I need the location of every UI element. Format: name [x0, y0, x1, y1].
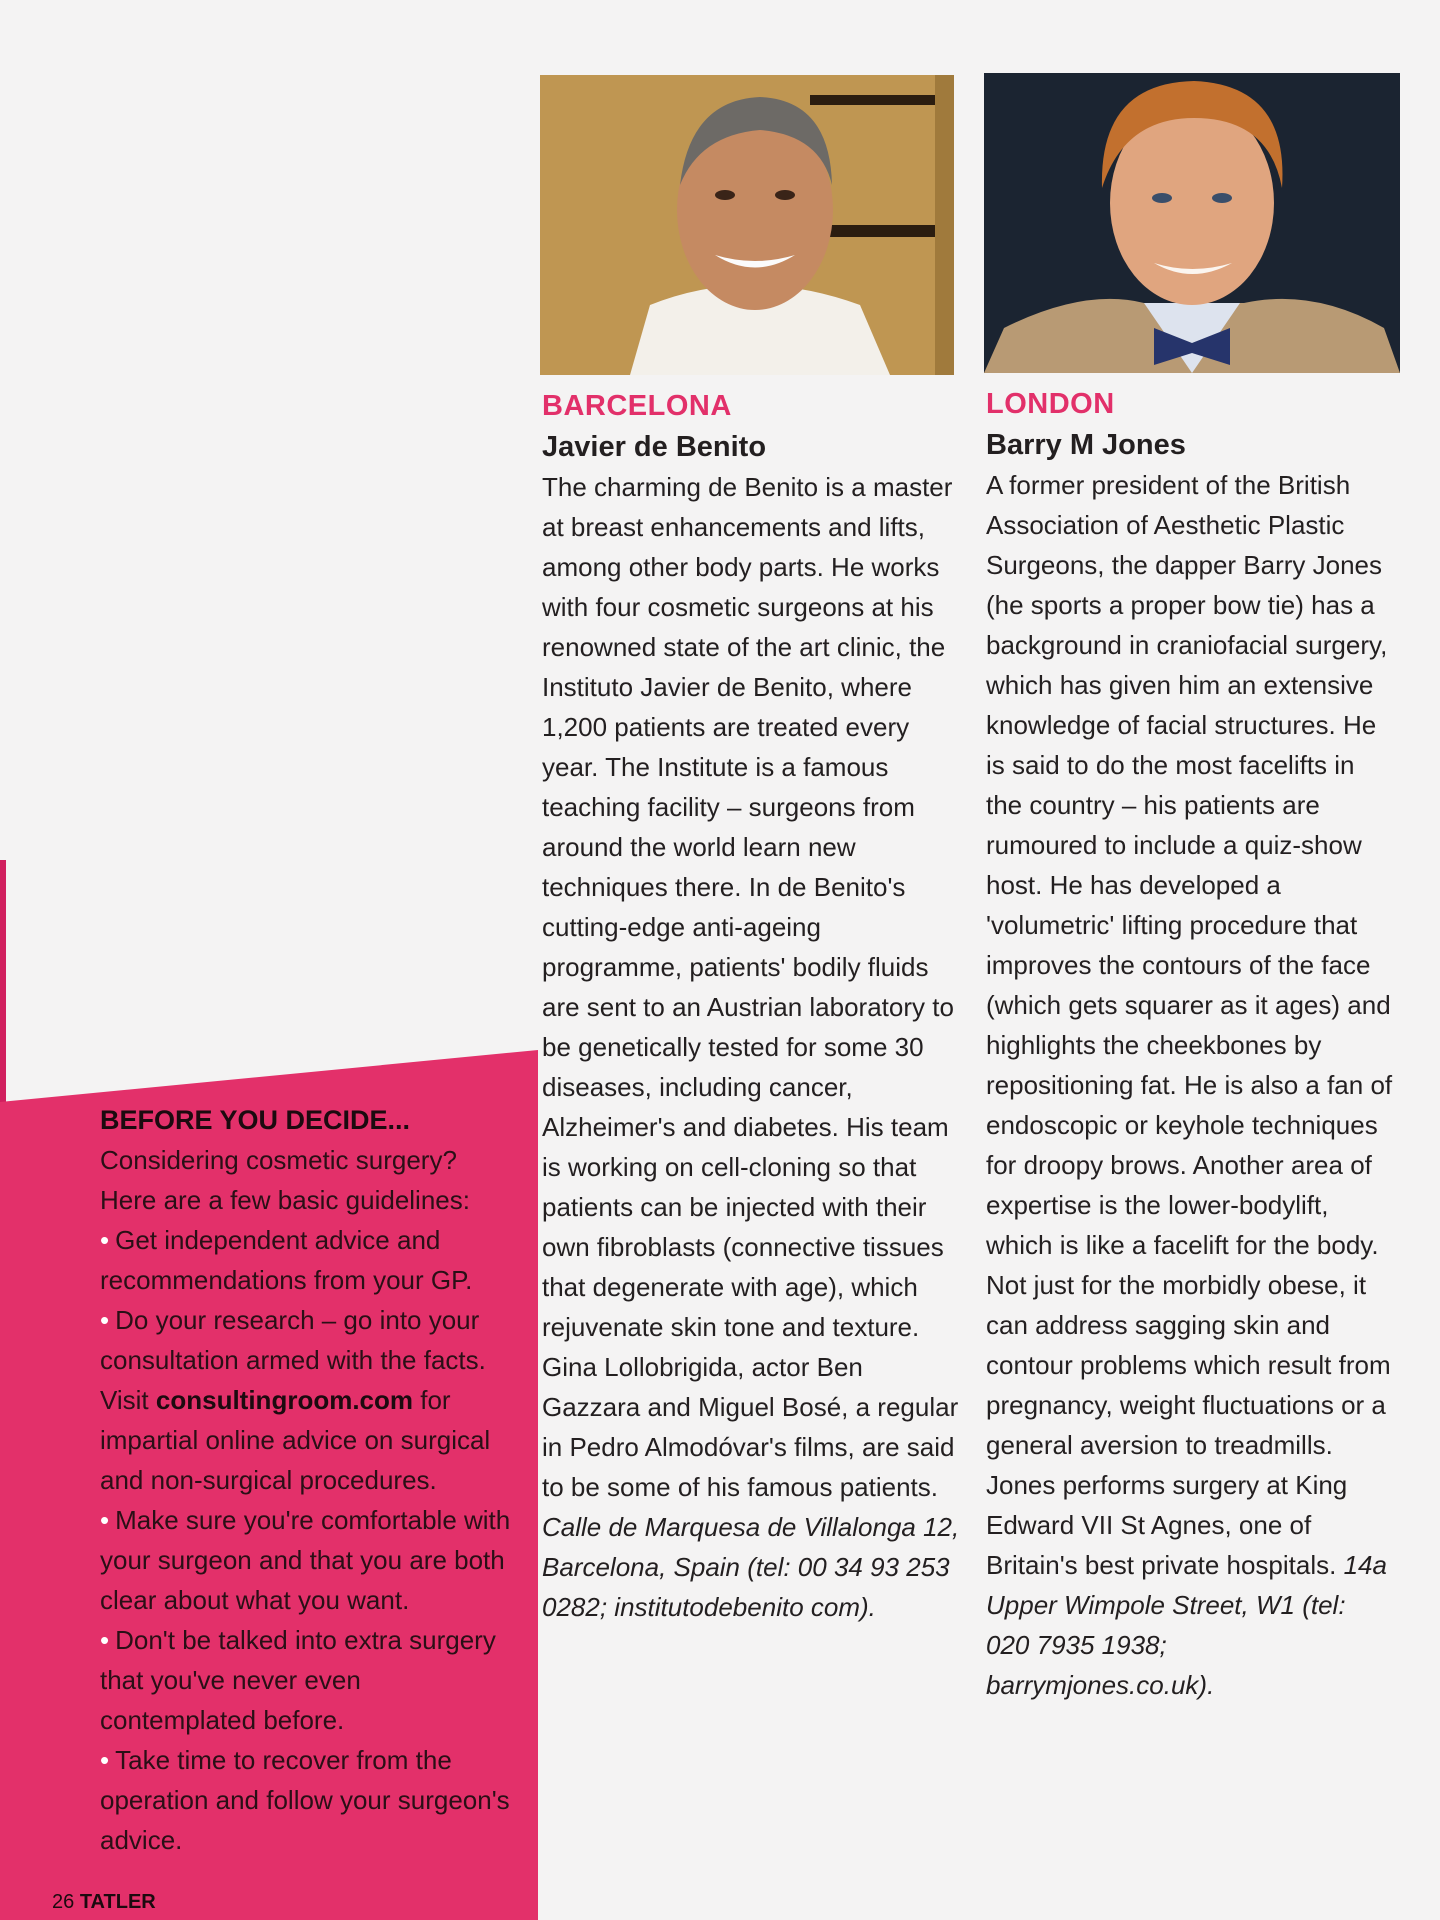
city-heading: LONDON: [986, 388, 1115, 420]
page-folio: [52, 1888, 156, 1916]
profile-text: A former president of the British Association of Aesthetic Plastic Surgeons, the dapper Barry Jones (he sports a proper bow tie) has a background in craniofacial surgery, which has given him an extensive knowledge of facial structures. He is said to do the most facelifts in the country – his patients are rumoured to include a quiz-show host. He has developed a 'volumetric' lifting procedure that improves the contours of the face (which gets squarer as it ages) and highlights the cheekbones by repositioning fat. He is also a fan of endoscopic or keyhole techniques for droopy brows. Another area of expertise is the lower-bodylift, which is like a facelift for the body. Not just for the morbidly obese, it can address sagging skin and contour problems which result from pregnancy, weight fluctuations or a general aversion to treadmills. Jones performs surgery at King Edward VII St Agnes, one of Britain's best private hospitals.: [986, 470, 1393, 1580]
surgeon-name: Javier de Benito: [542, 431, 767, 463]
profile-london: [986, 383, 1396, 1705]
sidebar-heading: BEFORE YOU DECIDE...: [100, 1105, 411, 1135]
sidebar-bullet-3: • Make sure you're comfortable with your surgeon and that you are both clear about what you want.: [100, 1500, 520, 1620]
barry-m-jones-photo: [984, 73, 1400, 373]
sidebar-bullet-1: • Get independent advice and recommendations from your GP.: [100, 1220, 520, 1300]
sidebar-bullet-4: • Don't be talked into extra surgery that you've never even contemplated before.: [100, 1620, 520, 1740]
profile-text: The charming de Benito is a master at breast enhancements and lifts, among other body parts. He works with four cosmetic surgeons at his renowned state of the art clinic, the Instituto Javier de Benito, where 1,200 patients are treated every year. The Institute is a famous teaching facility – surgeons from around the world learn new techniques there. In de Benito's cutting-edge anti-ageing programme, patients' bodily fluids are sent to an Austrian laboratory to be genetically tested for some 30 diseases, including cancer, Alzheimer's and diabetes. His team is working on cell-cloning so that patients can be injected with their own fibroblasts (connective tissues that degenerate with age), which rejuvenate skin tone and texture. Gina Lollobrigida, actor Ben Gazzara and Miguel Bosé, a regular in Pedro Almodóvar's films, are said to be some of his famous patients.: [542, 472, 959, 1502]
javier-de-benito-photo: [540, 75, 954, 375]
profile-address: Calle de Marquesa de Villalonga 12, Barcelona, Spain (tel: 00 34 93 253 0282; institutodebenito com).: [542, 1512, 960, 1622]
before-you-decide-sidebar: [100, 1100, 520, 1860]
profile-address: 14a Upper Wimpole Street, W1 (tel: 020 7935 1938; barrymjones.co.uk).: [986, 1550, 1387, 1700]
sidebar-intro: Considering cosmetic surgery? Here are a few basic guidelines:: [100, 1145, 470, 1215]
profile-body: [986, 465, 1396, 1705]
profile-body: [542, 467, 962, 1627]
consultingroom-link[interactable]: consultingroom.com: [155, 1385, 414, 1415]
page-number: 26: [52, 1891, 75, 1913]
sidebar-bullet-5: • Take time to recover from the operation and follow your surgeon's advice.: [100, 1740, 520, 1860]
publication-name: TATLER: [79, 1891, 156, 1913]
surgeon-name: Barry M Jones: [986, 429, 1186, 461]
sidebar-bullet-2: • Do your research – go into your consultation armed with the facts. Visit consultingroom.com for impartial online advice on surgical and non-surgical procedures.: [100, 1300, 520, 1500]
profile-barcelona: [542, 385, 962, 1627]
city-heading: BARCELONA: [542, 390, 732, 422]
